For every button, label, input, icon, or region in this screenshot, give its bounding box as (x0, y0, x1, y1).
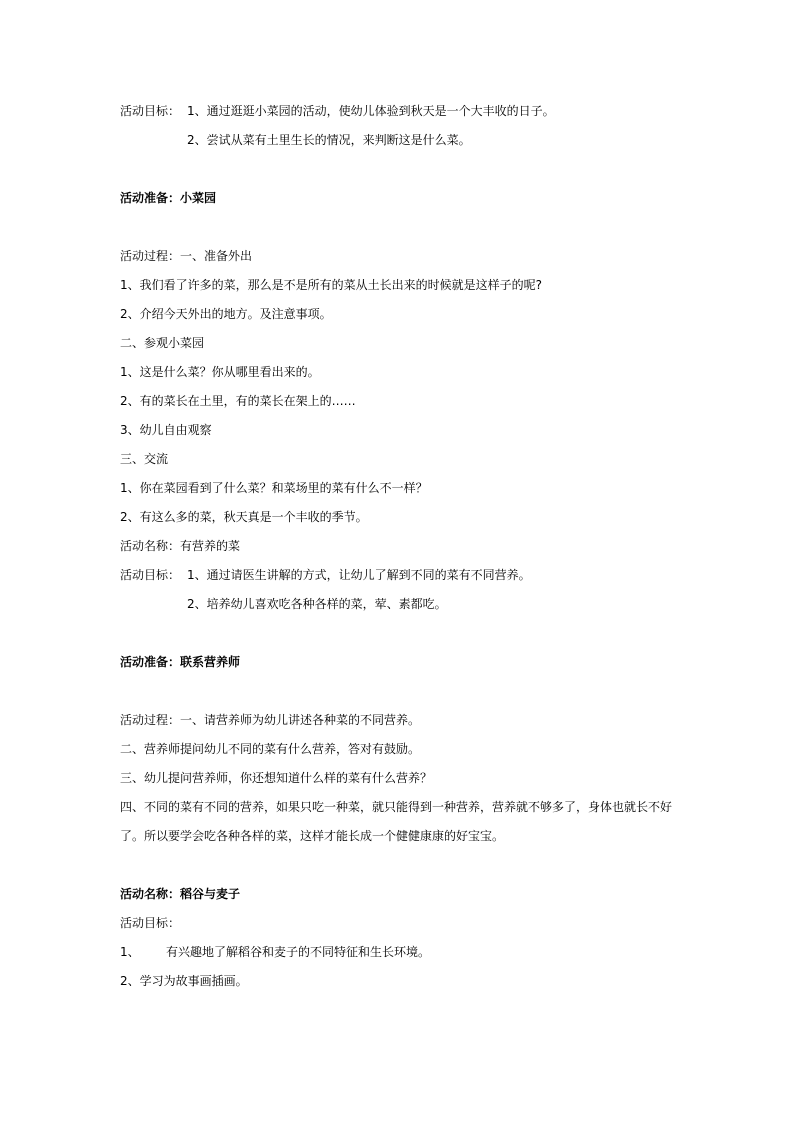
process-line: 二、参观小菜园 (120, 336, 205, 350)
activity-preparation: 活动准备：联系营养师 (120, 655, 241, 669)
process-line: 三、交流 (120, 452, 169, 466)
goal-line-1 (120, 567, 531, 583)
goal-label: 活动目标： (120, 568, 181, 582)
goal-label: 活动目标： (120, 104, 181, 118)
activity-name: 活动名称：稻谷与麦子 (120, 887, 241, 901)
activity-name: 活动名称：有营养的菜 (120, 539, 241, 553)
process-line: 三、幼儿提问营养师，你还想知道什么样的菜有什么营养？ (120, 771, 433, 785)
process-line: 1、你在菜园看到了什么菜？和菜场里的菜有什么不一样？ (120, 481, 428, 495)
goal-label: 活动目标： (120, 916, 181, 930)
goal-number: 1、 (120, 945, 140, 959)
process-line: 二、营养师提问幼儿不同的菜有什么营养，答对有鼓励。 (120, 742, 421, 756)
process-line: 3、幼儿自由观察 (120, 423, 212, 437)
process-line: 2、介绍今天外出的地方。及注意事项。 (120, 307, 332, 321)
goal-line-1 (120, 103, 555, 119)
process-heading: 活动过程：一、准备外出 (120, 249, 253, 263)
process-line: 1、这是什么菜？你从哪里看出来的。 (120, 365, 320, 379)
process-line: 2、有这么多的菜，秋天真是一个丰收的季节。 (120, 510, 368, 524)
process-line: 2、有的菜长在土里，有的菜长在架上的…… (120, 394, 356, 408)
activity-preparation: 活动准备：小菜园 (120, 191, 217, 205)
process-line: 1、我们看了许多的菜，那么是不是所有的菜从土长出来的时候就是这样子的呢? (120, 278, 543, 292)
goal-line-2: 2、尝试从菜有土里生长的情况，来判断这是什么菜。 (187, 133, 471, 147)
goal-text: 1、通过请医生讲解的方式，让幼儿了解到不同的菜有不同营养。 (187, 568, 531, 582)
goal-text: 1、通过逛逛小菜园的活动，使幼儿体验到秋天是一个大丰收的日子。 (187, 104, 555, 118)
process-line: 了。所以要学会吃各种各样的菜，这样才能长成一个健健康康的好宝宝。 (120, 829, 505, 843)
goal-line-2: 2、培养幼儿喜欢吃各种各样的菜，荤、素都吃。 (187, 597, 447, 611)
process-heading: 活动过程：一、请营养师为幼儿讲述各种菜的不同营养。 (120, 713, 421, 727)
goal-line-1 (120, 944, 430, 960)
goal-line-2: 2、学习为故事画插画。 (120, 974, 248, 988)
goal-text: 有兴趣地了解稻谷和麦子的不同特征和生长环境。 (166, 945, 431, 959)
process-line: 四、不同的菜有不同的营养，如果只吃一种菜，就只能得到一种营养，营养就不够多了，身体也就长不好 (120, 800, 673, 814)
